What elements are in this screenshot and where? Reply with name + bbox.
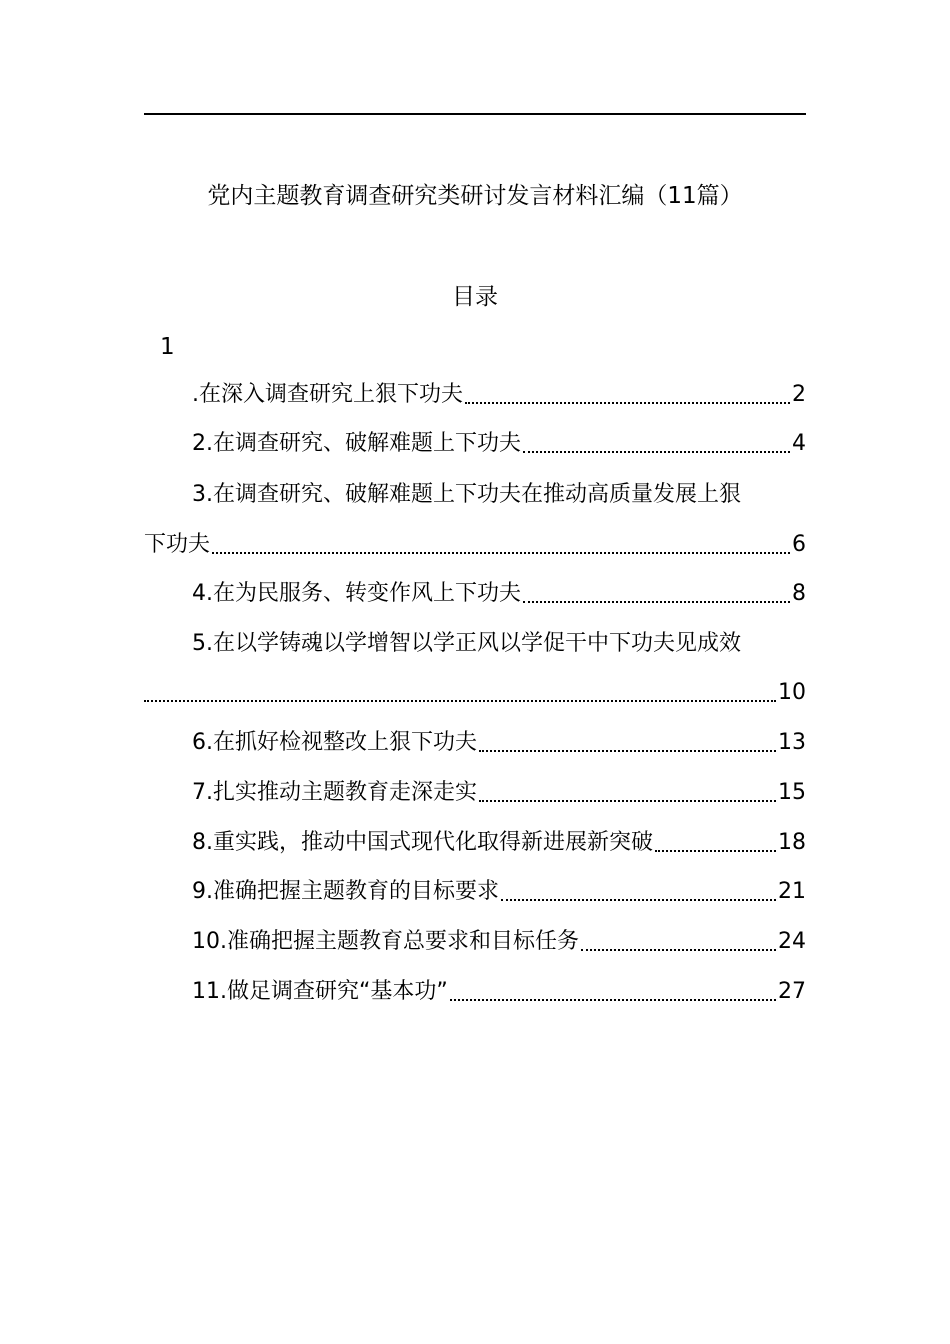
toc-leader — [523, 451, 790, 453]
document-title: 党内主题教育调查研究类研讨发言材料汇编（11篇） — [207, 183, 743, 209]
toc-entry-text: 2.在调查研究、破解难题上下功夫 — [192, 431, 521, 456]
toc-entry[interactable] — [144, 576, 806, 612]
toc-entry-page: 27 — [778, 979, 806, 1004]
toc-leader — [450, 999, 776, 1001]
toc-entry[interactable] — [144, 527, 806, 563]
toc-entry-text: 4.在为民服务、转变作风上下功夫 — [192, 581, 521, 606]
toc-entry-page: 13 — [778, 730, 806, 755]
toc-leader — [479, 750, 776, 752]
toc-entry-text: 11.做足调查研究“基本功” — [192, 979, 448, 1004]
toc-entry-page: 24 — [778, 929, 806, 954]
toc-entry-page: 2 — [792, 382, 806, 407]
toc-entry[interactable] — [144, 775, 806, 811]
toc-entry-page: 8 — [792, 581, 806, 606]
toc-entry-line1[interactable]: 3.在调查研究、破解难题上下功夫在推动高质量发展上狠 — [192, 482, 741, 507]
toc-leader — [479, 800, 776, 802]
toc-entry[interactable] — [144, 675, 806, 711]
toc-entry-text: 8.重实践，推动中国式现代化取得新进展新突破 — [192, 830, 653, 855]
toc-leader — [144, 700, 776, 702]
stray-number: 1 — [160, 334, 175, 360]
toc-entry[interactable] — [144, 974, 806, 1010]
toc-leader — [581, 949, 776, 951]
toc-entry-line1[interactable]: 5.在以学铸魂以学增智以学正风以学促干中下功夫见成效 — [192, 631, 741, 656]
toc-entry-page: 18 — [778, 830, 806, 855]
toc-heading: 目录 — [452, 284, 498, 310]
toc-leader — [465, 402, 790, 404]
toc-leader — [212, 552, 790, 554]
toc-leader — [523, 601, 790, 603]
toc-entry-page: 10 — [778, 680, 806, 705]
toc-entry[interactable] — [144, 924, 806, 960]
toc-entry-page: 6 — [792, 532, 806, 557]
toc-leader — [655, 850, 776, 852]
toc-entry-page: 21 — [778, 879, 806, 904]
toc-entry-text: 6.在抓好检视整改上狠下功夫 — [192, 730, 477, 755]
toc-entry[interactable] — [144, 377, 806, 413]
toc-entry[interactable] — [144, 725, 806, 761]
toc-entry-page: 15 — [778, 780, 806, 805]
toc-entry[interactable] — [144, 426, 806, 462]
toc-entry-page: 4 — [792, 431, 806, 456]
toc-entry[interactable] — [144, 825, 806, 861]
toc-entry-text: .在深入调查研究上狠下功夫 — [192, 382, 463, 407]
toc-entry-text: 9.准确把握主题教育的目标要求 — [192, 879, 499, 904]
toc-entry[interactable] — [144, 874, 806, 910]
toc-entry-text: 10.准确把握主题教育总要求和目标任务 — [192, 929, 579, 954]
header-rule — [144, 113, 806, 115]
toc-entry-text: 7.扎实推动主题教育走深走实 — [192, 780, 477, 805]
toc-entry-text: 下功夫 — [144, 532, 211, 557]
toc-leader — [501, 899, 776, 901]
